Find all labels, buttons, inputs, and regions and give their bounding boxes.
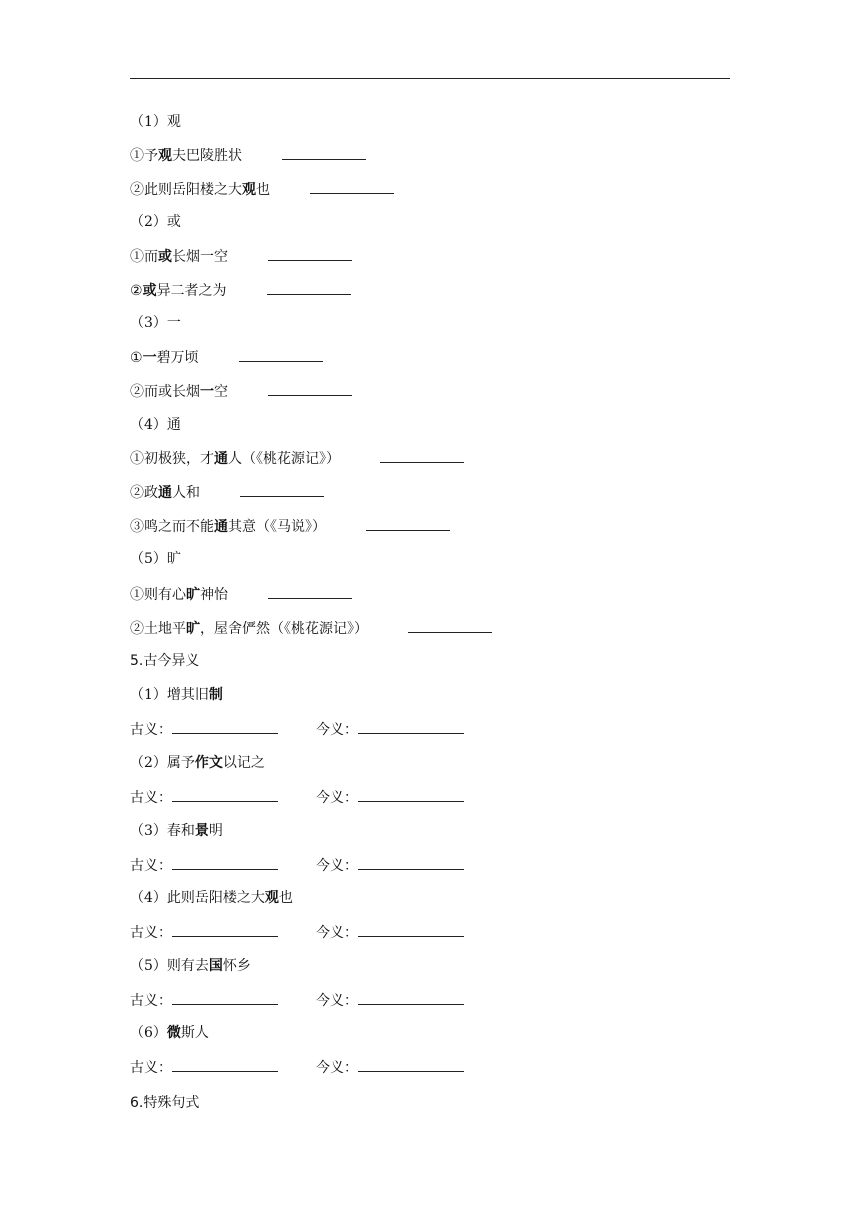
gujin-item: （2）属予作文以记之	[130, 755, 265, 771]
polysemy-label-huo: （2）或	[130, 214, 181, 230]
polysemy-item: ①予观夫巴陵胜状	[130, 145, 366, 165]
jin-answer-blank[interactable]	[358, 787, 464, 802]
gujin-item: （1）增其旧制	[130, 687, 223, 703]
polysemy-label-tong: （4）通	[130, 417, 181, 433]
answer-blank[interactable]	[268, 584, 352, 599]
answer-blank[interactable]	[267, 280, 351, 295]
polysemy-item: ②此则岳阳楼之大观也	[130, 179, 394, 199]
gujin-item: （5）则有去国怀乡	[130, 958, 251, 974]
gujin-item: （6）微斯人	[130, 1025, 209, 1041]
polysemy-item: ①初极狭，才通人（《桃花源记》）	[130, 448, 464, 468]
gujin-answer-row: 古义： 今义：	[130, 787, 464, 807]
gujin-item: （4）此则岳阳楼之大观也	[130, 890, 293, 906]
polysemy-item: ①而或长烟一空	[130, 246, 352, 266]
polysemy-item: ③鸣之而不能通其意（《马说》）	[130, 516, 450, 536]
answer-blank[interactable]	[268, 381, 352, 396]
gujin-answer-row: 古义： 今义：	[130, 990, 464, 1010]
header-rule	[130, 78, 730, 79]
answer-blank[interactable]	[282, 145, 366, 160]
answer-blank[interactable]	[366, 516, 450, 531]
polysemy-item: ②土地平旷，屋舍俨然（《桃花源记》）	[130, 618, 492, 638]
gujin-answer-row: 古义： 今义：	[130, 922, 464, 942]
jin-answer-blank[interactable]	[358, 719, 464, 734]
section-title-gujin: 5.古今异义	[130, 653, 200, 669]
answer-blank[interactable]	[240, 482, 324, 497]
gu-answer-blank[interactable]	[172, 922, 278, 937]
gu-answer-blank[interactable]	[172, 855, 278, 870]
jin-answer-blank[interactable]	[358, 922, 464, 937]
polysemy-item: ②或异二者之为	[130, 280, 351, 300]
polysemy-item: ①则有心旷神怡	[130, 584, 352, 604]
gujin-item: （3）春和景明	[130, 823, 223, 839]
polysemy-item: ①一碧万顷	[130, 347, 323, 367]
answer-blank[interactable]	[268, 246, 352, 261]
gu-answer-blank[interactable]	[172, 990, 278, 1005]
answer-blank[interactable]	[239, 347, 323, 362]
polysemy-label-kuang: （5）旷	[130, 551, 181, 567]
answer-blank[interactable]	[310, 179, 394, 194]
gujin-answer-row: 古义： 今义：	[130, 855, 464, 875]
gu-answer-blank[interactable]	[172, 1057, 278, 1072]
section-title-special: 6.特殊句式	[130, 1095, 200, 1111]
gujin-answer-row: 古义： 今义：	[130, 719, 464, 739]
jin-answer-blank[interactable]	[358, 855, 464, 870]
gujin-answer-row: 古义： 今义：	[130, 1057, 464, 1077]
gu-answer-blank[interactable]	[172, 719, 278, 734]
gu-answer-blank[interactable]	[172, 787, 278, 802]
jin-answer-blank[interactable]	[358, 990, 464, 1005]
answer-blank[interactable]	[380, 448, 464, 463]
polysemy-label-yi: （3）一	[130, 315, 181, 331]
answer-blank[interactable]	[408, 618, 492, 633]
polysemy-item: ②政通人和	[130, 482, 324, 502]
polysemy-item: ②而或长烟一空	[130, 381, 352, 401]
jin-answer-blank[interactable]	[358, 1057, 464, 1072]
polysemy-label-guan: （1）观	[130, 114, 181, 130]
